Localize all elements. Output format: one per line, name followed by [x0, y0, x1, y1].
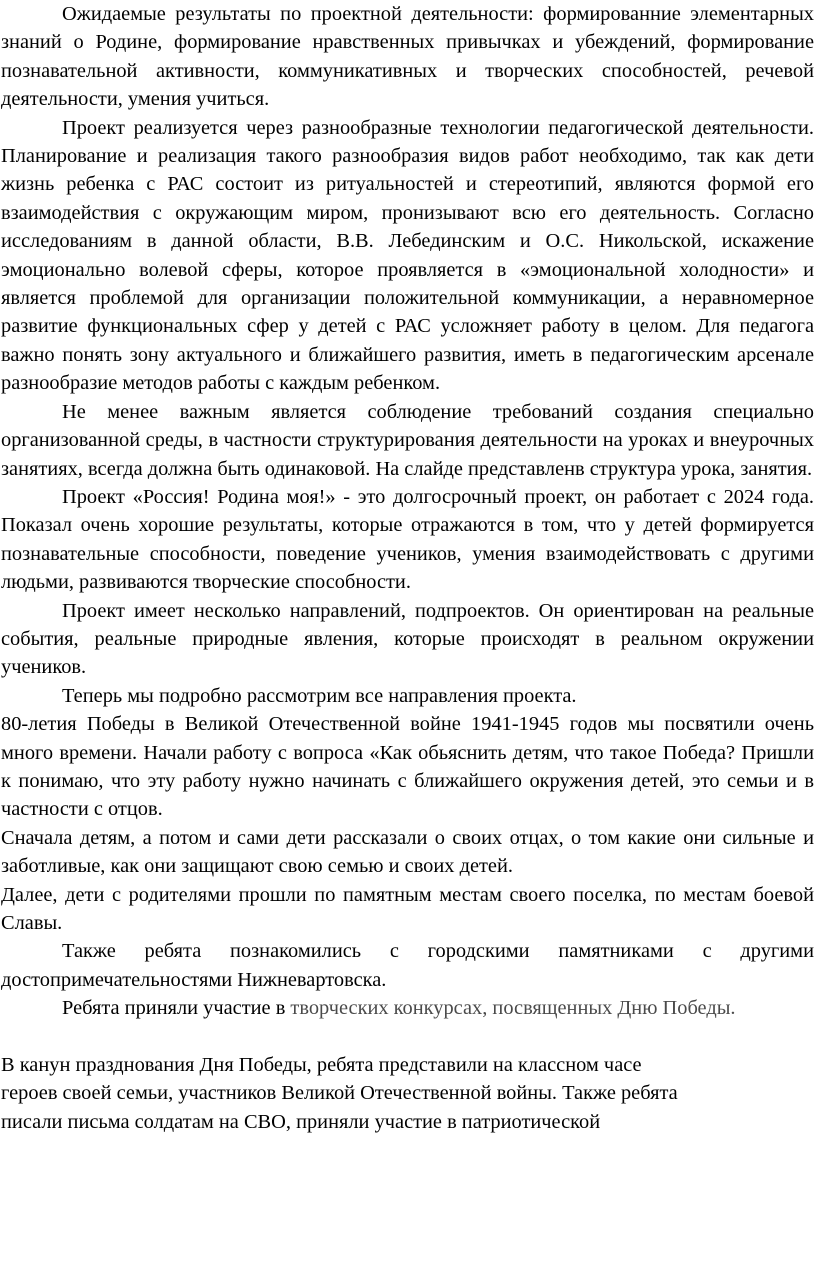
blank-line: [1, 1023, 814, 1051]
contests-lead-text: Ребята приняли участие в: [62, 997, 291, 1020]
final-line-1: В канун празднования Дня Победы, ребята представили на классном часе: [1, 1054, 642, 1077]
paragraph-project-russia: Проект «Россия! Родина моя!» - это долгосрочный проект, он работает с 2024 года. Показал очень хорошие результаты, которые отражаются в том, что у детей формируется познавательные способности, поведение учеников, умения взаимодействовать с другими людьми, развиваются творческие способности.: [1, 485, 814, 594]
paragraph-fathers: Сначала детям, а потом и сами дети рассказали о своих отцах, о том какие они сильные и заботливые, как они защищают свою семью и своих детей.: [1, 826, 814, 878]
paragraph-expected-results: Ожидаемые результаты по проектной деятельности: формированние элементарных знаний о Родине, формирование нравственных привычках и убеждений, формирование познавательной активности, коммуникативных и творческих способностей, речевой деятельности, умения учиться.: [1, 3, 814, 111]
contests-highlight-text: творческих конкурсах, посвященных Дню Победы.: [290, 997, 736, 1020]
paragraph-project-directions: Проект имеет несколько направлений, подпроектов. Он ориентирован на реальные события, реальные природные явления, которые происходят в реальном окружении учеников.: [1, 599, 814, 679]
paragraph-review-directions: Теперь мы подробно рассмотрим все направления проекта.: [62, 684, 577, 707]
paragraph-memorial-places: Далее, дети с родителями прошли по памятным местам своего поселка, по местам боевой Славы.: [1, 883, 814, 934]
paragraph-victory-80: 80-летия Победы в Великой Отечественной войне 1941-1945 годов мы посвятили очень много времени. Начали работу с вопроса «Как обьяснить детям, что такое Победа? Пришли к понимаю, что эту работу нужно начинать с ближайшего окружения детей, это семьи и в частности с отцов.: [1, 713, 814, 821]
paragraph-contests: [1, 994, 814, 1022]
paragraph-city-monuments: Также ребята познакомились с городскими памятниками с другими достопримечательностями Нижневартовска.: [1, 940, 814, 991]
final-line-3: писали письма солдатам на СВО, приняли участие в патриотической: [1, 1110, 601, 1133]
paragraph-environment-requirements: Не менее важным является соблюдение требований создания специально организованной среды, в частности структурирования деятельности на уроках и внеурочных занятиях, всегда должна быть одинаковой. На слайде представленв структура урока, занятия.: [1, 400, 814, 480]
final-line-2: героев своей семьи, участников Великой Отечественной войны. Также ребята: [1, 1082, 678, 1105]
paragraph-project-technologies: Проект реализуется через разнообразные технологии педагогической деятельности. Планирование и реализация такого разнообразия видов работ необходимо, так как дети жизнь ребенка с РАС состоит из ритуальностей и стереотипий, являются формой его взаимодействия с окружающим миром, пронизывают всю его деятельность. Согласно исследованиям в данной области, В.В. Лебединским и О.С. Никольской, искажение эмоционально волевой сферы, которое проявляется в «эмоциональной холодности» и является проблемой для организации положительной коммуникации, а неравномерное развитие функциональных сфер у детей с РАС усложняет работу в целом. Для педагога важно понять зону актуального и ближайшего развития, иметь в педагогическим арсенале разнообразие методов работы с каждым ребенком.: [1, 116, 814, 395]
